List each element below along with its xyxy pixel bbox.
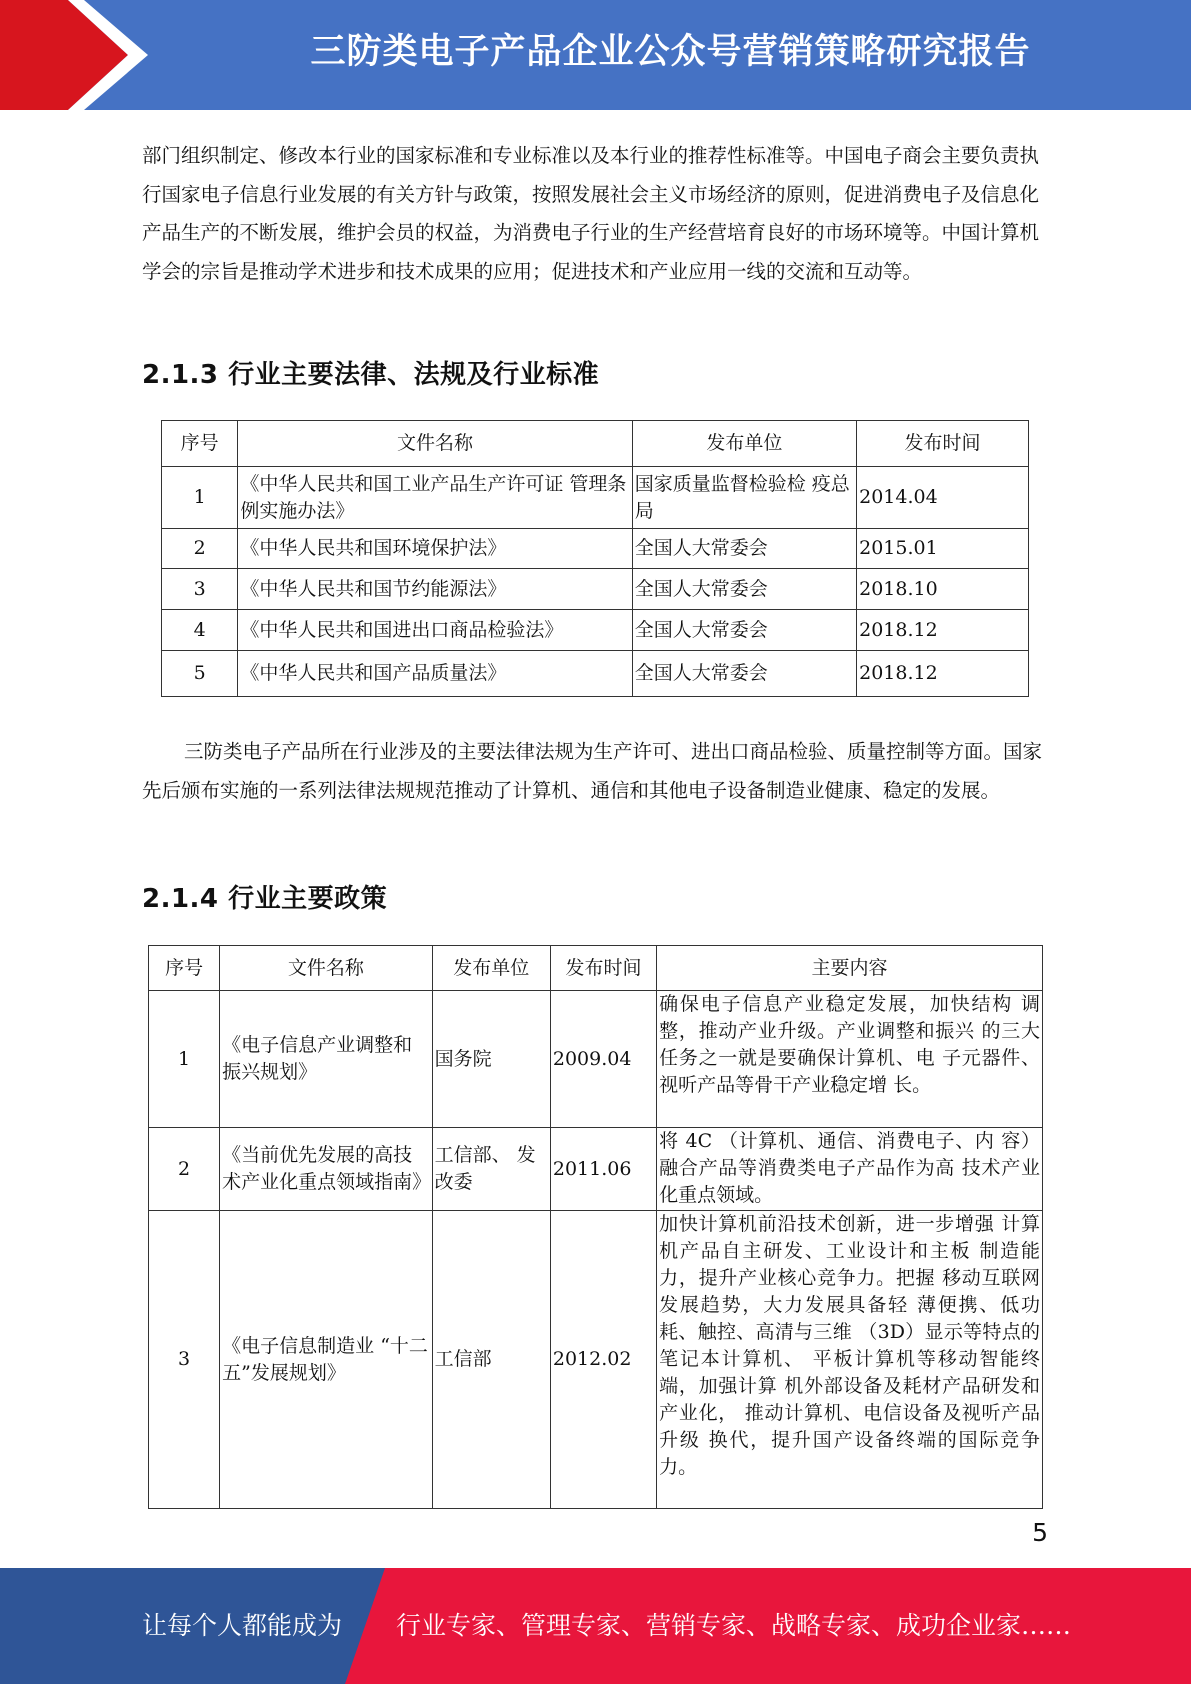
report-title: 三防类电子产品企业公众号营销策略研究报告 [310,32,1031,72]
header-cell: 主要内容 [657,946,1043,991]
footer-slogan-left: 让每个人都能成为 [142,1611,343,1640]
table-cell: 2018.12 [857,610,1029,651]
table-header-row [162,421,1029,467]
page-footer [0,1568,1191,1684]
section-heading-2-1-4: 2.1.4 行业主要政策 [142,884,388,914]
table-cell: 2014.04 [857,467,1029,529]
table-cell: 《中华人民共和国产品质量法》 [238,651,632,697]
table-cell: 加快计算机前沿技术创新，进一步增强 计算机产品自主研发、工业设计和主板 制造能力，提升产业核心竞争力。把握 移动互联网发展趋势，大力发展具备轻 薄便携、低功耗、触控、高清与三维 （3D）显示等特点的笔记本计算机、 平板计算机等移动智能终端，加强计算 机外部设备及耗材产品研发和产业化， 推动计算机、电信设备及视听产品升级 换代，提升国产设备终端的国际竞争 力。 [657,1211,1043,1509]
table-cell: 国家质量监督检验检 疫总局 [632,467,856,529]
table-row [162,610,1029,651]
table-cell: 2015.01 [857,529,1029,569]
header-cell: 发布单位 [432,946,550,991]
section-heading-2-1-3: 2.1.3 行业主要法律、法规及行业标准 [142,360,600,390]
table-cell: 全国人大常委会 [632,651,856,697]
table-cell: 2012.02 [550,1211,656,1509]
header-cell: 发布单位 [632,421,856,467]
table-row [162,467,1029,529]
table-cell: 全国人大常委会 [632,569,856,610]
table-header-row [149,946,1043,991]
table-cell: 确保电子信息产业稳定发展，加快结构 调整，推动产业升级。产业调整和振兴 的三大任务之一就是要确保计算机、电 子元器件、视听产品等骨干产业稳定增 长。 [657,991,1043,1128]
header-cell: 序号 [149,946,220,991]
table-cell: 3 [149,1211,220,1509]
policies-table [148,945,1043,1509]
table-row [162,529,1029,569]
table-cell: 工信部 [432,1211,550,1509]
table-cell: 《中华人民共和国环境保护法》 [238,529,632,569]
header-arrow-graphic [0,0,160,110]
table-cell: 《电子信息产业调整和振兴规划》 [220,991,432,1128]
header-cell: 发布时间 [857,421,1029,467]
table-cell: 《中华人民共和国节约能源法》 [238,569,632,610]
table-cell: 4 [162,610,238,651]
footer-slogan-right: 行业专家、管理专家、营销专家、战略专家、成功企业家…… [396,1611,1072,1640]
laws-summary-paragraph: 三防类电子产品所在行业涉及的主要法律法规为生产许可、进出口商品检验、质量控制等方面。国家先后颁布实施的一系列法律法规规范推动了计算机、通信和其他电子设备制造业健康、稳定的发展。 [142,740,1043,802]
table-row [162,569,1029,610]
table-cell: 3 [162,569,238,610]
table-cell: 1 [162,467,238,529]
table-cell: 国务院 [432,991,550,1128]
table-cell: 1 [149,991,220,1128]
table-cell: 全国人大常委会 [632,610,856,651]
table-cell: 2 [162,529,238,569]
page-header [0,0,1191,110]
intro-paragraph: 部门组织制定、修改本行业的国家标准和专业标准以及本行业的推荐性标准等。中国电子商会主要负责执行国家电子信息行业发展的有关方针与政策，按照发展社会主义市场经济的原则，促进消费电子及信息化产品生产的不断发展，维护会员的权益，为消费电子行业的生产经营培育良好的市场环境等。中国计算机学会的宗旨是推动学术进步和技术成果的应用；促进技术和产业应用一线的交流和互动等。 [142,144,1040,283]
table-row [149,991,1043,1128]
table-cell: 《当前优先发展的高技术产业化重点领域指南》 [220,1128,432,1211]
page-number: 5 [1032,1518,1048,1547]
header-cell: 文件名称 [220,946,432,991]
table-cell: 2 [149,1128,220,1211]
table-cell: 2011.06 [550,1128,656,1211]
header-cell: 文件名称 [238,421,632,467]
table-cell: 2009.04 [550,991,656,1128]
table-cell: 工信部、 发改委 [432,1128,550,1211]
header-cell: 序号 [162,421,238,467]
table-cell: 《电子信息制造业 “十二五”发展规划》 [220,1211,432,1509]
table-cell: 2018.10 [857,569,1029,610]
table-cell: 《中华人民共和国进出口商品检验法》 [238,610,632,651]
laws-table [161,420,1029,697]
table-row [149,1128,1043,1211]
table-cell: 将 4C （计算机、通信、消费电子、内 容）融合产品等消费类电子产品作为高 技术产业化重点领域。 [657,1128,1043,1211]
table-cell: 《中华人民共和国工业产品生产许可证 管理条例实施办法》 [238,467,632,529]
table-cell: 5 [162,651,238,697]
table-cell: 2018.12 [857,651,1029,697]
table-cell: 全国人大常委会 [632,529,856,569]
table-row [162,651,1029,697]
table-row [149,1211,1043,1509]
header-cell: 发布时间 [550,946,656,991]
